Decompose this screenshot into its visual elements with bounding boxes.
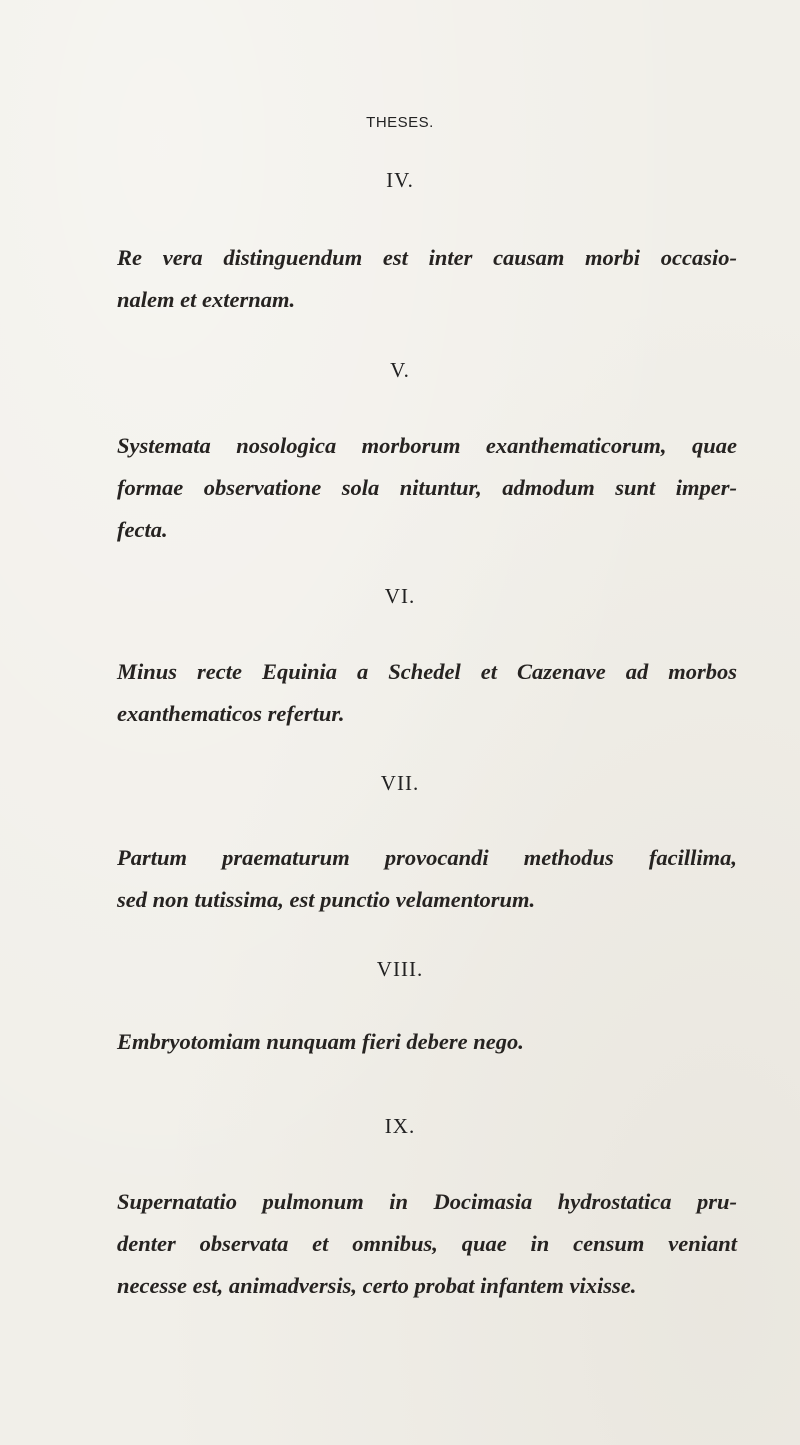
thesis-line: sed non tutissima, est punctio velamentorum. [117,887,536,912]
thesis-numeral-viii: VIII. [376,957,424,981]
thesis-numeral-vi: VI. [384,584,416,608]
thesis-line: fecta. [117,517,168,542]
thesis-ix-text [117,1181,737,1307]
thesis-numeral-v: V. [390,358,410,382]
thesis-line: Embryotomiam nunquam fieri debere nego. [117,1029,524,1054]
thesis-line: Re vera distinguendum est inter causam morbi occasio- [117,245,737,270]
thesis-line: Systemata nosologica morborum exanthematicorum, quae [117,433,737,458]
thesis-line: denter observata et omnibus, quae in censum veniant [117,1231,737,1256]
thesis-line: formae observatione sola nituntur, admodum sunt imper- [117,475,737,500]
thesis-numeral-ix: IX. [384,1114,416,1138]
thesis-viii-text [117,1021,737,1063]
thesis-line: Supernatatio pulmonum in Docimasia hydrostatica pru- [117,1189,737,1214]
thesis-line: necesse est, animadversis, certo probat infantem vixisse. [117,1273,637,1298]
page-header: THESES. [366,114,434,131]
thesis-line: exanthematicos refertur. [117,701,345,726]
thesis-iv-text [117,237,737,321]
thesis-line: nalem et externam. [117,287,296,312]
thesis-numeral-iv: IV. [386,168,414,192]
thesis-line: Minus recte Equinia a Schedel et Cazenave ad morbos [117,659,737,684]
thesis-line: Partum praematurum provocandi methodus facillima, [117,845,737,870]
thesis-numeral-vii: VII. [380,771,420,795]
thesis-vi-text [117,651,737,735]
thesis-v-text [117,425,737,551]
thesis-vii-text [117,837,737,921]
